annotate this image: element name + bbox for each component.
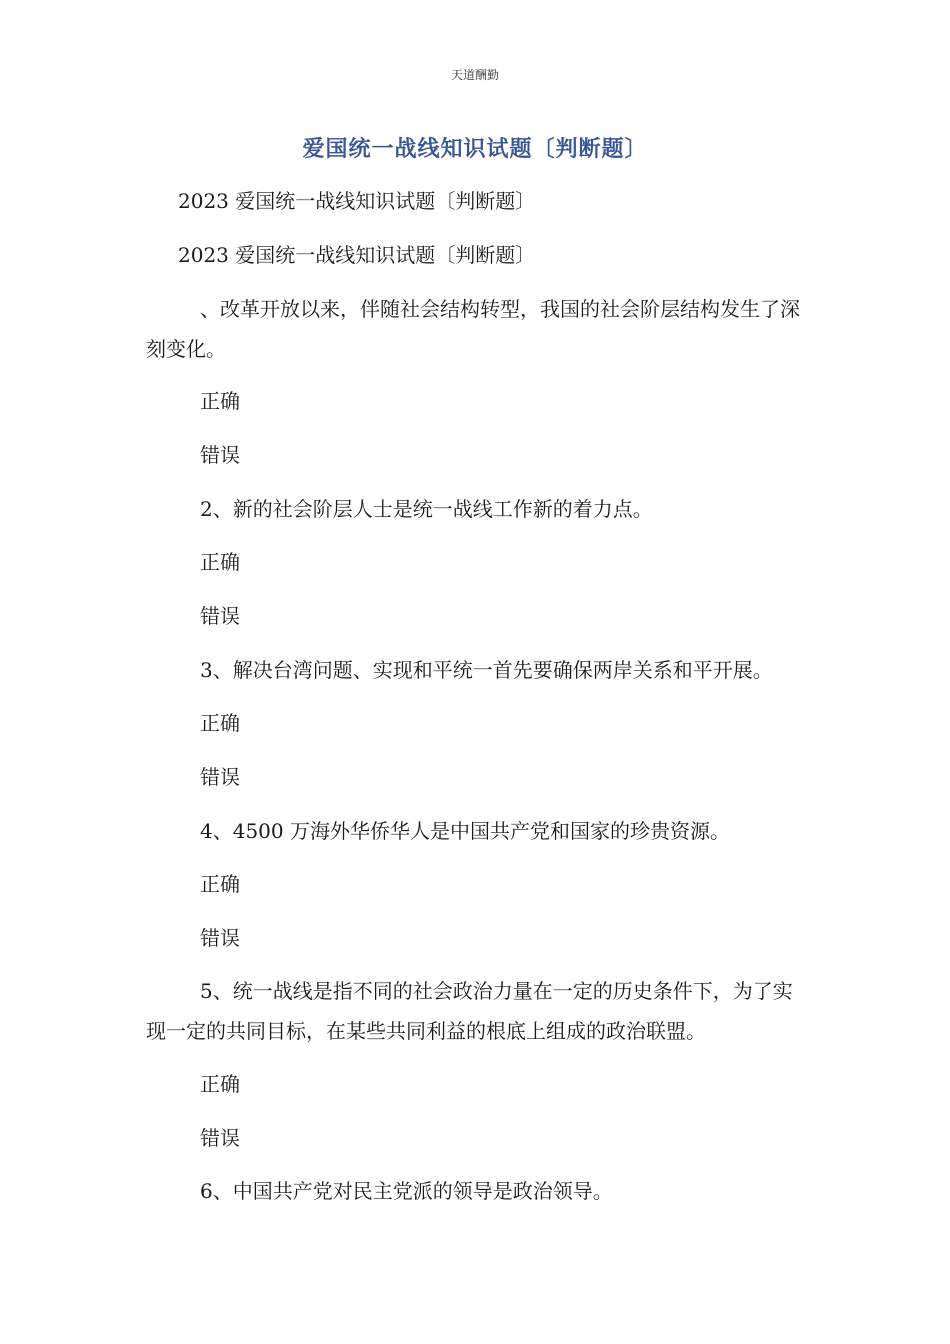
question-text: 、改革开放以来，伴随社会结构转型，我国的社会阶层结构发生了深刻变化。 <box>146 297 800 361</box>
option-false: 错误 <box>200 765 240 789</box>
option-true: 正确 <box>200 389 240 413</box>
option-false: 错误 <box>200 926 240 950</box>
option-false: 错误 <box>200 1126 240 1150</box>
subtitle-line: 2023 爱国统一战线知识试题〔判断题〕 <box>178 189 536 213</box>
option-true: 正确 <box>200 1072 240 1096</box>
page-header: 天道酬勤 <box>450 68 499 82</box>
option-true: 正确 <box>200 550 240 574</box>
option-false: 错误 <box>200 443 240 467</box>
question-text: 2、新的社会阶层人士是统一战线工作新的着力点。 <box>200 497 653 521</box>
option-false: 错误 <box>200 604 240 628</box>
option-true: 正确 <box>200 711 240 735</box>
question-text: 4、4500 万海外华侨华人是中国共产党和国家的珍贵资源。 <box>200 819 730 843</box>
document-title: 爱国统一战线知识试题〔判断题〕 <box>302 137 648 162</box>
question-text: 5、统一战线是指不同的社会政治力量在一定的历史条件下，为了实现一定的共同目标，在某些共同利益的根底上组成的政治联盟。 <box>146 979 793 1043</box>
question-text: 6、中国共产党对民主党派的领导是政治领导。 <box>200 1179 613 1203</box>
option-true: 正确 <box>200 872 240 896</box>
question-text: 3、解决台湾问题、实现和平统一首先要确保两岸关系和平开展。 <box>200 658 773 682</box>
subtitle-line: 2023 爱国统一战线知识试题〔判断题〕 <box>178 243 536 267</box>
